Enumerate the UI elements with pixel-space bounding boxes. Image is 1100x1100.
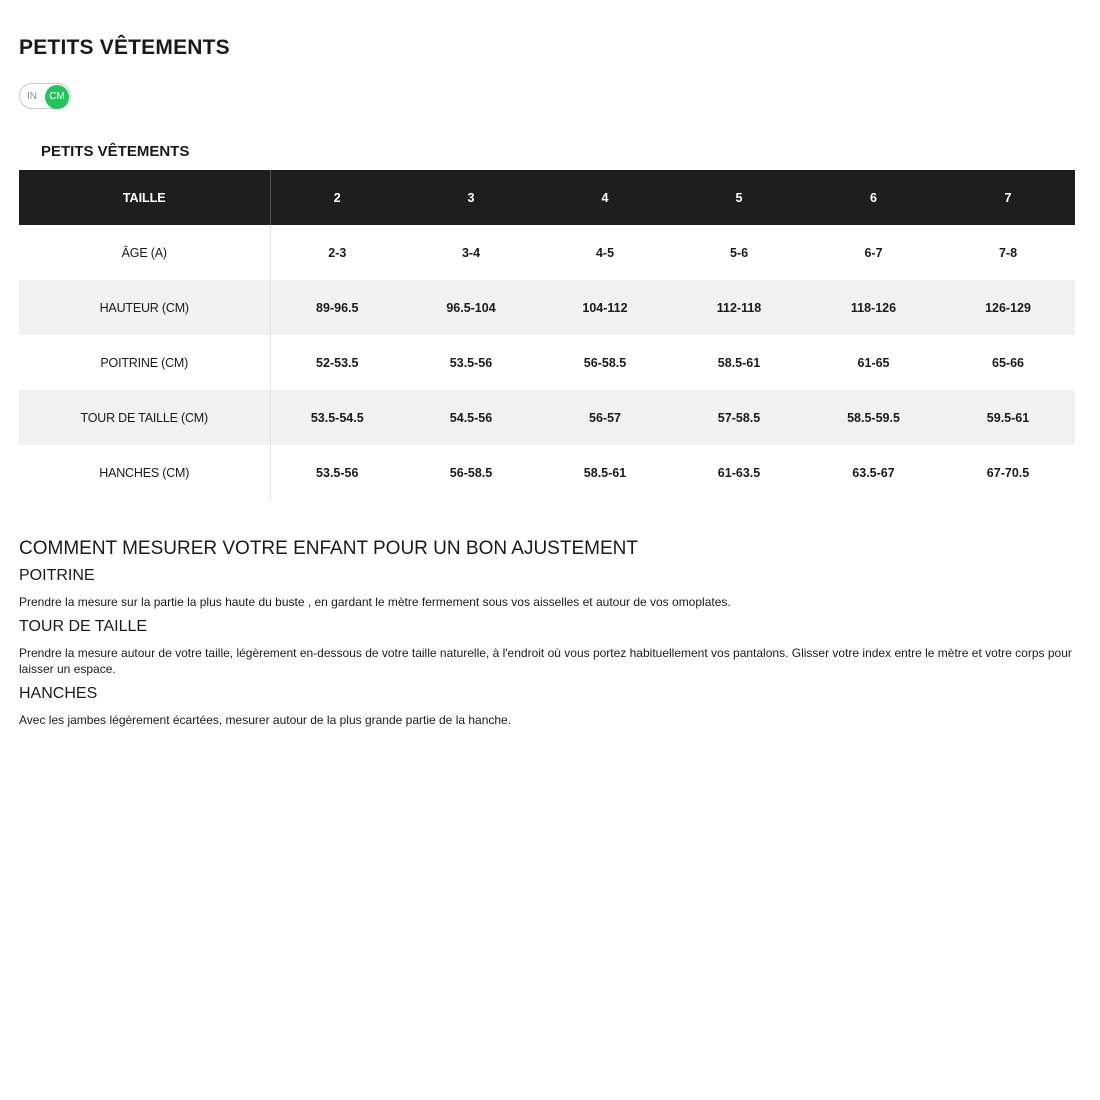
table-cell: 61-63.5 <box>717 465 761 480</box>
table-cell: 58.5-61 <box>583 465 627 480</box>
table-cell: 58.5-59.5 <box>847 410 900 425</box>
header-size-cell: 7 <box>1004 190 1012 205</box>
measuring-guide <box>19 538 1079 736</box>
table-cell: 61-65 <box>857 355 890 370</box>
table-cell: 67-70.5 <box>986 465 1030 480</box>
table-row <box>19 335 1075 390</box>
row-label-poitrine: POITRINE (CM) <box>19 335 270 390</box>
header-size-cell: 5 <box>735 190 743 205</box>
table-cell: 6-7 <box>864 245 883 260</box>
guide-text-poitrine: Prendre la mesure sur la partie la plus haute du buste , en gardant le mètre fermement sous vos aisselles et autour de vos omoplates. <box>19 595 731 609</box>
table-cell: 63.5-67 <box>852 465 895 480</box>
table-cell: 53.5-54.5 <box>310 410 364 425</box>
row-label-age: ÂGE (A) <box>19 225 270 280</box>
table-row <box>19 280 1075 335</box>
header-size-cell: 3 <box>467 190 475 205</box>
unit-option-cm[interactable]: CM <box>45 85 69 109</box>
guide-title: COMMENT MESURER VOTRE ENFANT POUR UN BON AJUSTEMENT <box>19 538 638 559</box>
table-cell: 96.5-104 <box>446 300 496 315</box>
table-cell: 53.5-56 <box>316 465 359 480</box>
header-label-taille: TAILLE <box>19 170 270 225</box>
table-cell: 3-4 <box>461 245 481 260</box>
guide-text-hanches: Avec les jambes légèrement écartées, mesurer autour de la plus grande partie de la hanche. <box>19 713 512 727</box>
table-cell: 53.5-56 <box>449 355 493 370</box>
table-row <box>19 225 1075 280</box>
guide-text-tour-de-taille: Prendre la mesure autour de votre taille, légèrement en-dessous de votre taille naturelle, à l'endroit où vous portez habituellement vos pantalons. Glisser votre index entre le mètre et votre corps pour laisser un espace. <box>19 646 1072 676</box>
row-label-tour-de-taille: TOUR DE TAILLE (CM) <box>19 390 270 445</box>
table-header-row <box>19 170 1075 225</box>
table-cell: 112-118 <box>716 300 762 315</box>
table-title: PETITS VÊTEMENTS <box>41 143 190 160</box>
table-cell: 2-3 <box>328 245 347 260</box>
header-size-cell: 6 <box>870 190 877 205</box>
table-row <box>19 445 1075 500</box>
table-cell: 52-53.5 <box>316 355 359 370</box>
page-title: PETITS VÊTEMENTS <box>19 36 230 59</box>
table-cell: 7-8 <box>998 245 1018 260</box>
table-cell: 104-112 <box>582 300 628 315</box>
table-cell: 59.5-61 <box>986 410 1030 425</box>
table-cell: 65-66 <box>992 355 1024 370</box>
table-cell: 5-6 <box>729 245 749 260</box>
table-cell: 56-57 <box>589 410 621 425</box>
table-cell: 118-126 <box>850 300 897 315</box>
table-cell: 126-129 <box>985 300 1031 315</box>
size-chart-table <box>19 170 1076 500</box>
table-cell: 56-58.5 <box>449 465 493 480</box>
table-cell: 89-96.5 <box>316 300 359 315</box>
table-cell: 56-58.5 <box>583 355 627 370</box>
header-size-cell: 4 <box>601 190 609 205</box>
table-cell: 57-58.5 <box>717 410 761 425</box>
table-cell: 54.5-56 <box>449 410 493 425</box>
table-row <box>19 390 1075 445</box>
row-label-hauteur: HAUTEUR (CM) <box>19 280 270 335</box>
table-cell: 4-5 <box>595 245 615 260</box>
guide-heading-hanches: HANCHES <box>19 685 98 702</box>
unit-option-in[interactable]: IN <box>27 91 37 102</box>
guide-heading-poitrine: POITRINE <box>19 567 95 584</box>
header-size-cell: 2 <box>333 190 341 205</box>
unit-toggle[interactable] <box>19 83 71 109</box>
row-label-hanches: HANCHES (CM) <box>19 445 270 500</box>
table-cell: 58.5-61 <box>717 355 761 370</box>
guide-heading-tour-de-taille: TOUR DE TAILLE <box>19 618 148 635</box>
